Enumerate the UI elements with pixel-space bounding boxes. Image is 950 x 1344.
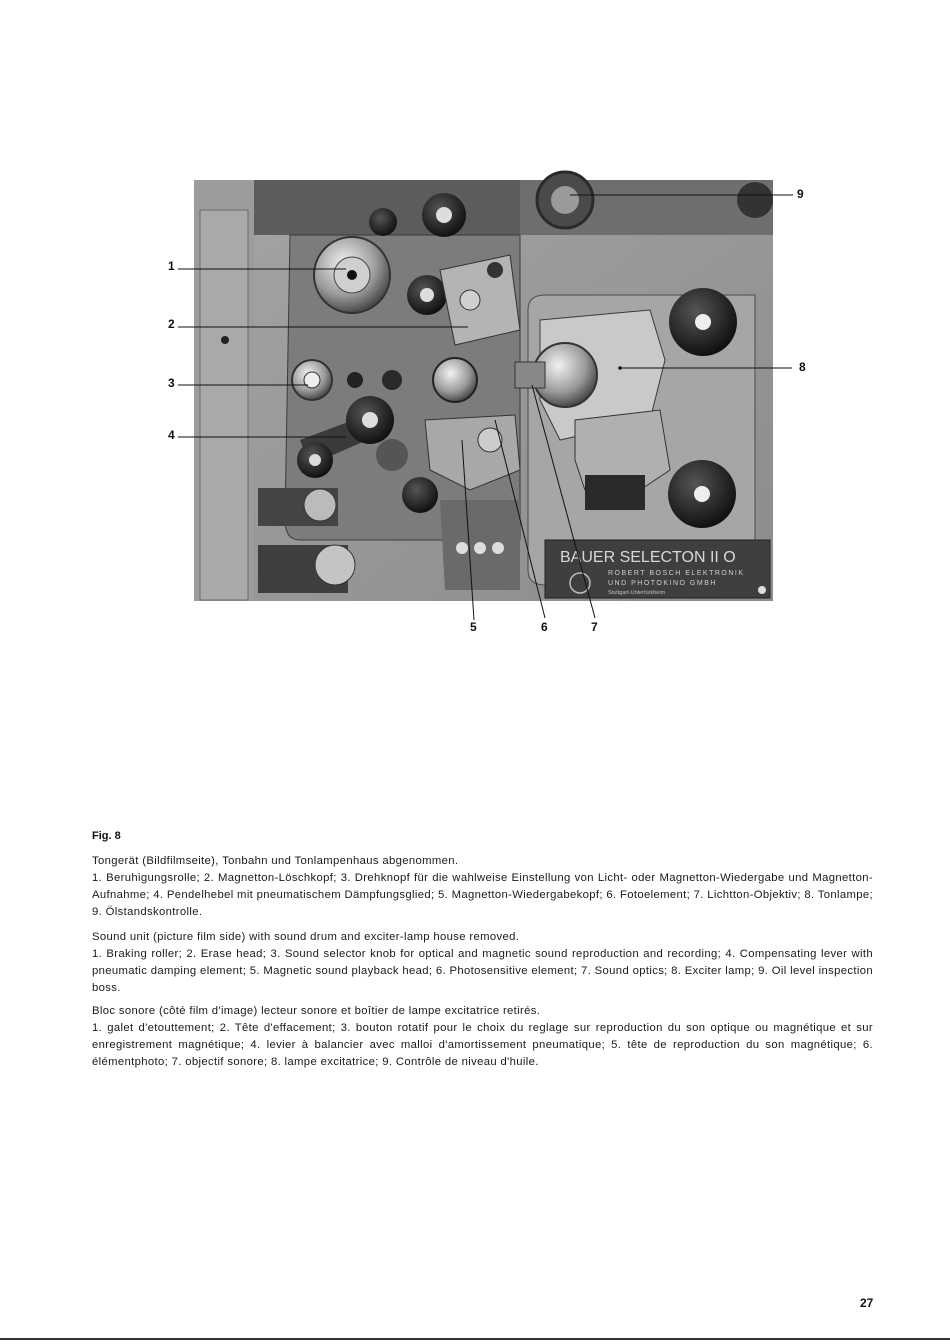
callout-4: 4 bbox=[168, 428, 175, 442]
figure-label: Fig. 8 bbox=[92, 830, 121, 842]
caption-english bbox=[92, 929, 873, 997]
caption-german-title: Tongerät (Bildfilmseite), Tonbahn und Tonlampenhaus abgenommen. bbox=[92, 855, 459, 867]
machine-photo bbox=[0, 0, 950, 660]
caption-french-title: Bloc sonore (côté film d'image) lecteur sonore et boîtier de lampe excitatrice retirés. bbox=[92, 1005, 541, 1017]
bottom-rule bbox=[0, 1338, 950, 1340]
caption-english-title: Sound unit (picture film side) with sound drum and exciter-lamp house removed. bbox=[92, 931, 520, 943]
callout-6: 6 bbox=[541, 620, 548, 634]
callout-1: 1 bbox=[168, 259, 175, 273]
figure-area bbox=[0, 0, 950, 660]
caption-french-items: 1. galet d'etouttement; 2. Tête d'effacement; 3. bouton rotatif pour le choix du reglage sur reproduction du son optique ou magnétique et sur enregistrement magnétique; 4. levier à balancier avec malloi d'amortissement pneumatique; 5. tête de reproduction du son magnétique; 6. élémentphoto; 7. objectif sonore; 8. lampe excitatrice; 9. Contrôle de niveau d'huile. bbox=[92, 1022, 873, 1068]
caption-german-items: 1. Beruhigungsrolle; 2. Magnetton-Löschkopf; 3. Drehknopf für die wahlweise Einstellung von Licht- oder Magnetton-Wiedergabe und Magnetton-Aufnahme; 4. Pendelhebel mit pneumatischem Dämpfungsglied; 5. Magnetton-Wiedergabekopf; 6. Fotoelement; 7. Lichtton-Objektiv; 8. Tonlampe; 9. Ölstandskontrolle. bbox=[92, 872, 873, 918]
callout-9: 9 bbox=[797, 187, 804, 201]
callout-8: 8 bbox=[799, 360, 806, 374]
nameplate-line2: ROBERT BOSCH ELEKTRONIK bbox=[608, 570, 745, 577]
caption-german bbox=[92, 853, 873, 921]
nameplate-line4: Stuttgart-Untertürkheim bbox=[608, 590, 666, 596]
callout-5: 5 bbox=[470, 620, 477, 634]
callout-2: 2 bbox=[168, 317, 175, 331]
callout-3: 3 bbox=[168, 376, 175, 390]
callout-7: 7 bbox=[591, 620, 598, 634]
nameplate-line1: BAUER SELECTON II O bbox=[560, 549, 736, 566]
nameplate-line3: UND PHOTOKINO GMBH bbox=[608, 580, 717, 587]
caption-english-items: 1. Braking roller; 2. Erase head; 3. Sound selector knob for optical and magnetic sound reproduction and recording; 4. Compensating lever with pneumatic damping element; 5. Magnetic sound playback head; 6. Photosensitive element; 7. Sound optics; 8. Exciter lamp; 9. Oil level inspection boss. bbox=[92, 948, 873, 994]
page-number: 27 bbox=[860, 1296, 874, 1310]
caption-french bbox=[92, 1003, 873, 1071]
